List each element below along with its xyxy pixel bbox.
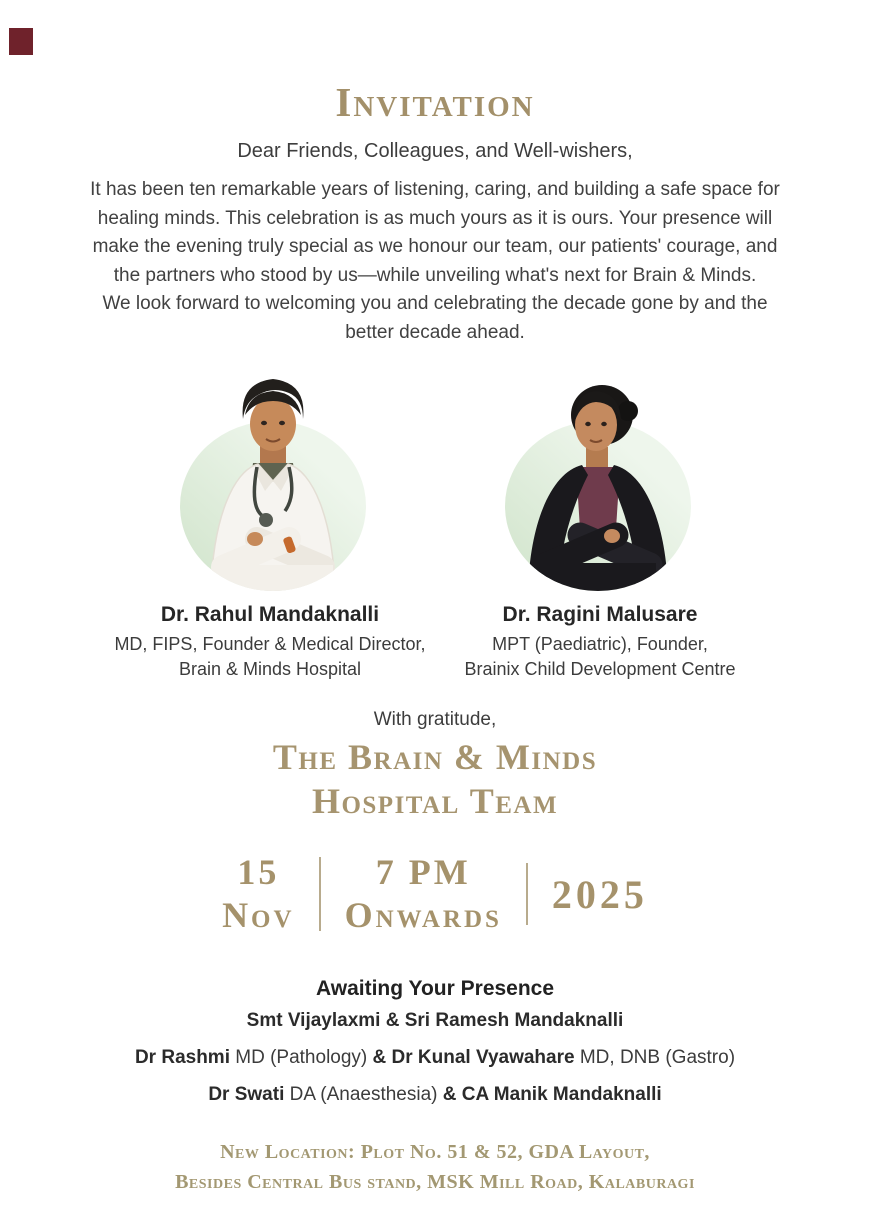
event-time-suffix: Onwards (344, 895, 502, 935)
event-day: 15 (237, 852, 280, 892)
intro-line: We look forward to welcoming you and celebrating the decade gone by and the (102, 293, 768, 314)
eye (585, 422, 591, 426)
eye (601, 422, 607, 426)
host-credentials-line: MPT (Paediatric), Founder, (492, 634, 708, 654)
event-month: Nov (222, 895, 295, 935)
host-card (435, 603, 765, 682)
event-time-block (345, 851, 502, 937)
intro-line: healing minds. This celebration is as much yours as it is ours. Your presence will (97, 207, 773, 229)
event-divider (526, 863, 528, 925)
awaiting-section (0, 977, 870, 1112)
hosts-names-row (0, 603, 870, 682)
eye (279, 421, 285, 425)
person-name: & CA Manik Mandaknalli (442, 1084, 662, 1105)
hand (247, 532, 263, 546)
intro-line: better decade ahead. (345, 321, 525, 343)
person-credentials: MD, DNB (Gastro) (574, 1047, 736, 1068)
person-credentials: DA (Anaesthesia) (284, 1084, 443, 1105)
male-doctor-photo (173, 369, 373, 591)
awaiting-line-doctors-2 (0, 1078, 870, 1112)
person-name: & Dr Kunal Vyawahare (372, 1047, 575, 1068)
person-name: Dr Swati (208, 1084, 285, 1105)
location-block (0, 1137, 870, 1197)
salutation: Dear Friends, Colleagues, and Well-wishers, (237, 140, 633, 162)
host-credentials-line: MD, FIPS, Founder & Medical Director, (114, 634, 426, 654)
event-date-row (0, 851, 870, 937)
awaiting-heading: Awaiting Your Presence (315, 977, 555, 1000)
hosts-photo-row (0, 369, 870, 591)
location-line-1: New Location: Plot No. 51 & 52, GDA Layout, (220, 1141, 650, 1163)
event-day-block (222, 851, 295, 937)
page-title: Invitation (335, 79, 535, 125)
host-credentials-line: Brainix Child Development Centre (464, 659, 736, 679)
intro-line: the partners who stood by us—while unveiling what's next for Brain & Minds. (113, 264, 757, 286)
female-doctor-photo (498, 369, 698, 591)
host-name: Dr. Ragini Malusare (502, 603, 698, 626)
intro-line: It has been ten remarkable years of listening, caring, and building a safe space for (90, 179, 780, 200)
person-credentials: MD (Pathology) (229, 1047, 373, 1068)
eye (261, 421, 267, 425)
hand (604, 529, 620, 543)
host-photo-right (478, 369, 718, 591)
event-year: 2025 (551, 871, 648, 917)
arms-base (540, 563, 656, 591)
intro-paragraph (0, 176, 870, 347)
family-names: Smt Vijaylaxmi & Sri Ramesh Mandaknalli (246, 1010, 624, 1031)
stethoscope-chestpiece (259, 513, 273, 527)
location-line-2: Besides Central Bus stand, MSK Mill Road, Kalaburagi (175, 1171, 695, 1193)
hair-bun (618, 401, 638, 421)
host-credentials (435, 632, 765, 682)
host-name: Dr. Rahul Mandaknalli (160, 603, 380, 626)
face (250, 397, 296, 451)
team-name (0, 735, 870, 823)
intro-line: make the evening truly special as we honour our team, our patients' courage, and (92, 236, 778, 257)
corner-mark (9, 28, 33, 55)
host-credentials-line: Brain & Minds Hospital (178, 659, 362, 679)
person-name: Dr Rashmi (134, 1047, 230, 1068)
event-divider (319, 857, 321, 931)
event-time: 7 PM (375, 852, 471, 892)
host-credentials (105, 632, 435, 682)
gratitude-label: With gratitude, (373, 709, 497, 730)
awaiting-line-doctors-1 (0, 1041, 870, 1075)
host-photo-left (153, 369, 393, 591)
arms-base (213, 565, 333, 591)
team-name-line: Hospital Team (311, 781, 559, 821)
awaiting-line-family (0, 1004, 870, 1038)
host-card (105, 603, 435, 682)
team-name-line: The Brain & Minds (272, 737, 598, 777)
